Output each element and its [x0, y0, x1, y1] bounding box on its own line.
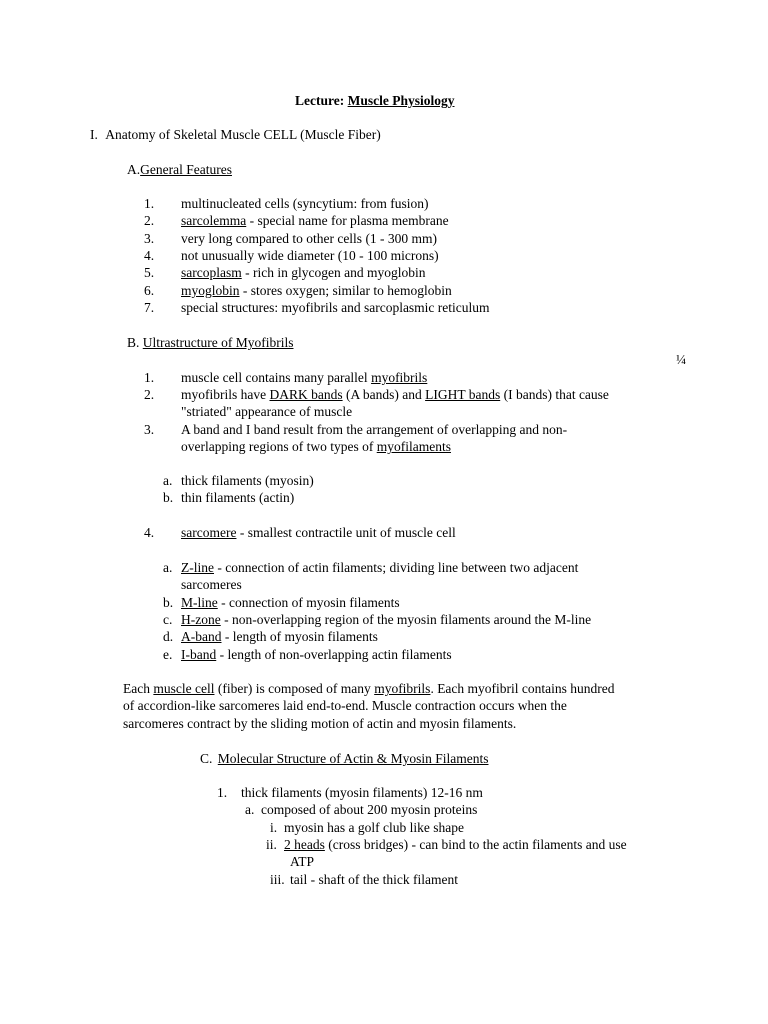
- sub-item-letter: a.: [163, 560, 173, 575]
- sub-item: [163, 489, 173, 506]
- list-item: [144, 282, 154, 299]
- list-item: [144, 299, 154, 316]
- sub-item-text: [181, 594, 400, 611]
- list-item-text: [181, 386, 609, 403]
- item-number: 6.: [144, 283, 155, 298]
- title-prefix: Lecture:: [295, 93, 345, 108]
- term: sarcoplasm: [181, 265, 242, 280]
- list-item-text: [181, 524, 456, 541]
- term: M-line: [181, 595, 218, 610]
- list-item: [144, 421, 154, 438]
- subsection-marker: A.: [127, 162, 141, 177]
- item-number: 2.: [144, 213, 155, 228]
- term: A-band: [181, 629, 222, 644]
- item-number: 3.: [144, 231, 155, 246]
- term: myoglobin: [181, 283, 240, 298]
- item-text: - connection of myosin filaments: [217, 595, 400, 610]
- roman-item-text: myosin has a golf club like shape: [284, 820, 464, 835]
- sub-item: [245, 801, 254, 818]
- item-text: (cross bridges) - can bind to the actin filaments and use: [324, 837, 627, 852]
- roman-item: [266, 836, 277, 853]
- list-item: [144, 386, 154, 403]
- item-number: 2.: [144, 387, 155, 402]
- item-text: - non-overlapping region of the myosin filaments around the M-line: [220, 612, 592, 627]
- list-item: [144, 264, 154, 281]
- sub-item: [163, 646, 172, 663]
- roman-numeral: ii.: [266, 837, 277, 852]
- list-item-text: [181, 299, 490, 316]
- sub-item-text-continued: sarcomeres: [181, 577, 242, 592]
- subsection-title: Molecular Structure of Actin & Myosin Filaments: [217, 751, 489, 766]
- section-heading: [90, 126, 381, 143]
- item-number: 1.: [144, 196, 155, 211]
- item-text: - special name for plasma membrane: [246, 213, 449, 228]
- list-item: [144, 369, 154, 386]
- roman-item: [270, 871, 285, 888]
- roman-item-text: tail - shaft of the thick filament: [290, 872, 458, 887]
- sub-item-text: composed of about 200 myosin proteins: [261, 802, 478, 817]
- term: myofibrils: [371, 370, 428, 385]
- roman-item: [270, 819, 277, 836]
- list-item-text: thick filaments (myosin filaments) 12-16 nm: [241, 785, 483, 800]
- sub-item: [163, 472, 172, 489]
- section-title: Anatomy of Skeletal Muscle CELL (Muscle Fiber): [105, 127, 381, 142]
- list-item: [144, 212, 154, 229]
- item-number: 4.: [144, 248, 155, 263]
- item-number: 4.: [144, 525, 155, 540]
- subsection-b-heading: [127, 334, 293, 351]
- list-item: [144, 247, 154, 264]
- item-text: special structures: myofibrils and sarcoplasmic reticulum: [181, 300, 490, 315]
- list-item: [144, 230, 154, 247]
- list-item: [217, 784, 227, 801]
- term: Z-line: [181, 560, 214, 575]
- roman-item-text: [284, 836, 627, 853]
- item-text: multinucleated cells (syncytium: from fusion): [181, 196, 429, 211]
- term: myofilaments: [376, 439, 451, 454]
- item-number: 7.: [144, 300, 155, 315]
- term: muscle cell: [153, 681, 215, 696]
- term: DARK bands: [269, 387, 343, 402]
- list-item-text: [181, 195, 428, 212]
- page-title: [295, 92, 454, 109]
- list-item-text: [181, 212, 449, 229]
- sub-item-text: thick filaments (myosin): [181, 473, 314, 488]
- sub-item: [163, 594, 173, 611]
- sub-item-text: [181, 559, 578, 576]
- section-marker: I.: [90, 127, 98, 142]
- term: LIGHT bands: [425, 387, 501, 402]
- sub-item-text: thin filaments (actin): [181, 490, 295, 505]
- list-item-text: [181, 369, 427, 386]
- list-item-text: [181, 264, 425, 281]
- item-text: myofibrils have: [181, 387, 270, 402]
- list-item-text: [181, 230, 437, 247]
- term: 2 heads: [284, 837, 325, 852]
- sub-item-letter: a.: [163, 473, 173, 488]
- title-topic: Muscle Physiology: [347, 93, 455, 108]
- summary-line: of accordion-like sarcomeres laid end-to-end. Muscle contraction occurs when the: [123, 698, 567, 713]
- list-item-text: [181, 282, 452, 299]
- item-text: (A bands) and: [342, 387, 426, 402]
- term: H-zone: [181, 612, 221, 627]
- list-item: [144, 524, 154, 541]
- subsection-marker: C.: [200, 751, 213, 766]
- item-text: not unusually wide diameter (10 - 100 microns): [181, 248, 439, 263]
- sub-item-letter: b.: [163, 490, 174, 505]
- sub-item: [163, 628, 173, 645]
- sub-item: [163, 611, 172, 628]
- sub-item-text: [181, 611, 591, 628]
- item-number: 5.: [144, 265, 155, 280]
- sub-item-text: [181, 646, 452, 663]
- term: sarcomere: [181, 525, 237, 540]
- sub-item-letter: a.: [245, 802, 255, 817]
- sub-item-letter: b.: [163, 595, 174, 610]
- sub-item-letter: c.: [163, 612, 173, 627]
- item-number: 3.: [144, 422, 155, 437]
- summary-text: . Each myofibril contains hundred: [430, 681, 615, 696]
- item-text: - smallest contractile unit of muscle cell: [236, 525, 456, 540]
- subsection-marker: B.: [127, 335, 140, 350]
- item-text: - stores oxygen; similar to hemoglobin: [239, 283, 452, 298]
- item-number: 1.: [144, 370, 155, 385]
- item-text: muscle cell contains many parallel: [181, 370, 372, 385]
- item-text: very long compared to other cells (1 - 300 mm): [181, 231, 438, 246]
- list-item-text-continued: "striated" appearance of muscle: [181, 404, 353, 419]
- summary-text: (fiber) is composed of many: [214, 681, 375, 696]
- item-text: (I bands) that cause: [500, 387, 609, 402]
- term: I-band: [181, 647, 217, 662]
- list-item-text: A band and I band result from the arrangement of overlapping and non-: [181, 422, 568, 437]
- list-item-text-continued: [181, 438, 451, 455]
- subsection-title: General Features: [140, 162, 232, 177]
- item-text: - length of non-overlapping actin filaments: [216, 647, 452, 662]
- summary-line: sarcomeres contract by the sliding motion of actin and myosin filaments.: [123, 716, 517, 731]
- list-item-text: [181, 247, 439, 264]
- stray-fraction: ¼: [676, 352, 687, 367]
- item-text: overlapping regions of two types of: [181, 439, 377, 454]
- sub-item: [163, 559, 172, 576]
- item-text: - rich in glycogen and myoglobin: [241, 265, 426, 280]
- term: sarcolemma: [181, 213, 247, 228]
- item-text: - length of myosin filaments: [221, 629, 378, 644]
- summary-text: Each: [123, 681, 154, 696]
- term: myofibrils: [374, 681, 431, 696]
- subsection-a-heading: [127, 161, 232, 178]
- subsection-c-heading: [200, 750, 488, 767]
- item-text: - connection of actin filaments; dividing line between two adjacent: [214, 560, 579, 575]
- subsection-title: Ultrastructure of Myofibrils: [142, 335, 294, 350]
- list-item: [144, 195, 154, 212]
- roman-numeral: iii.: [270, 872, 285, 887]
- sub-item-letter: d.: [163, 629, 174, 644]
- sub-item-letter: e.: [163, 647, 173, 662]
- summary-line: [123, 680, 615, 697]
- sub-item-text: [181, 628, 378, 645]
- roman-item-text-continued: ATP: [290, 854, 315, 869]
- item-number: 1.: [217, 785, 228, 800]
- roman-numeral: i.: [270, 820, 278, 835]
